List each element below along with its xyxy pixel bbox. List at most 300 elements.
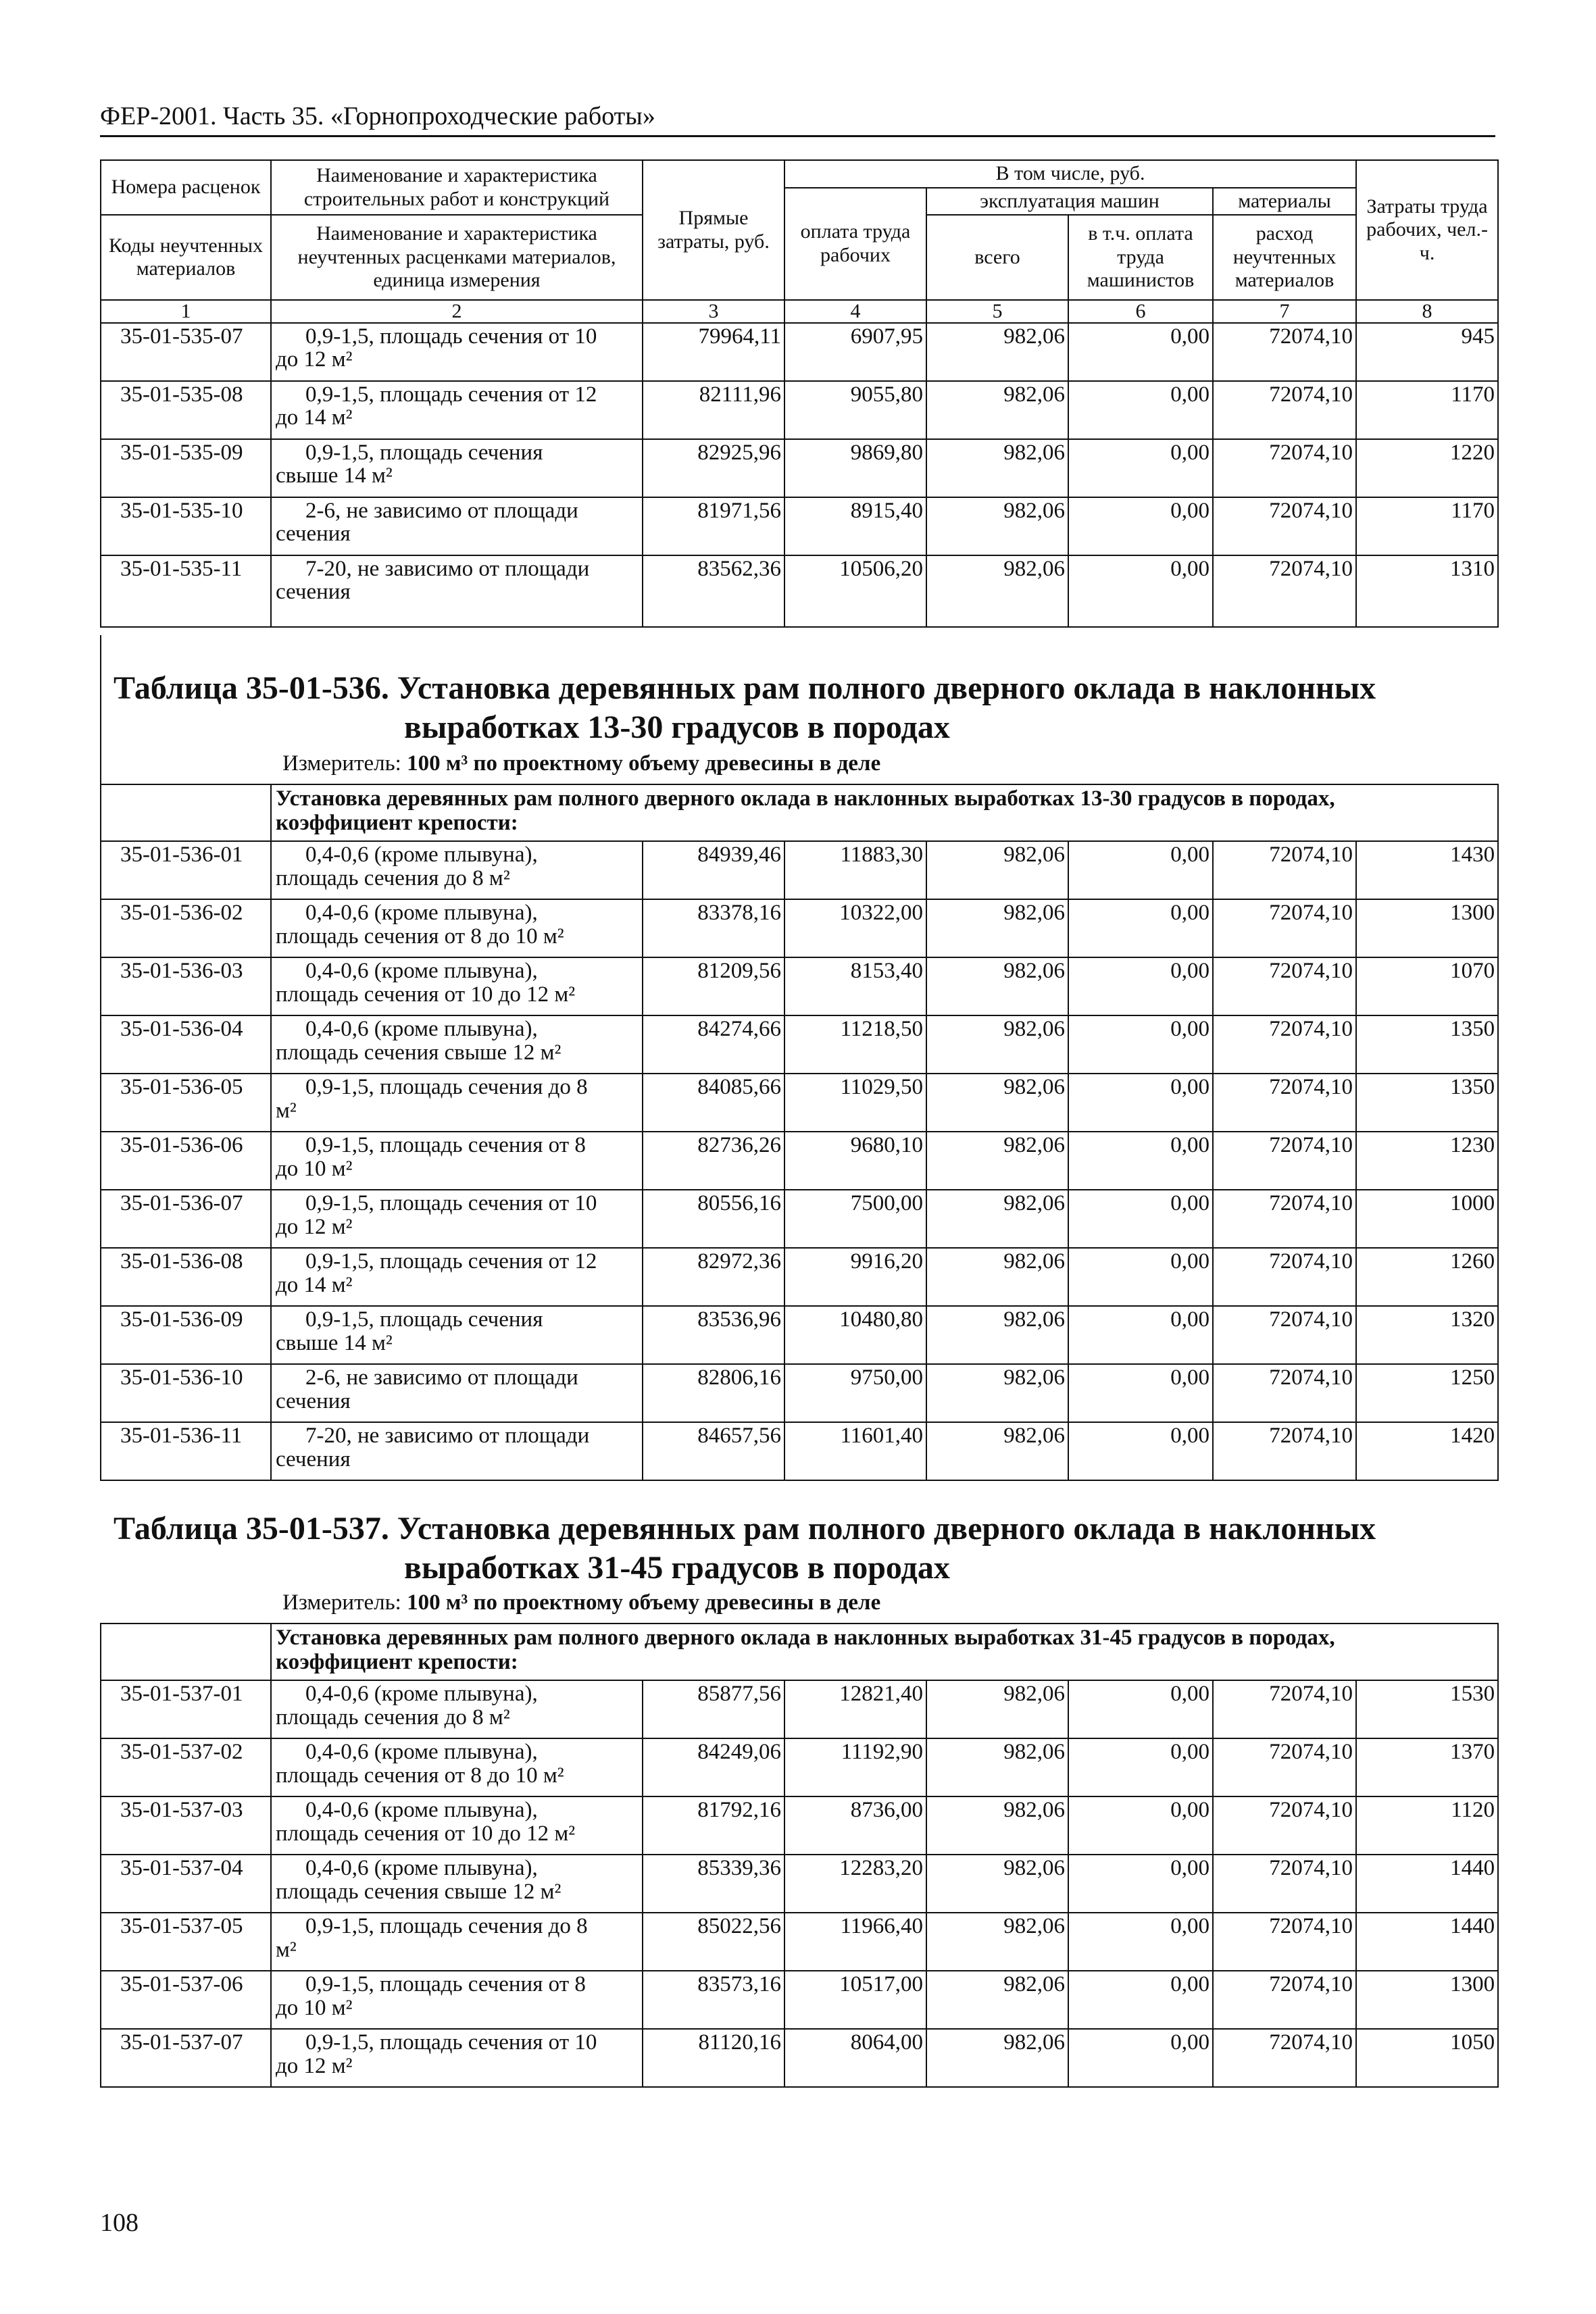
labor-hours: 1170 (1356, 497, 1498, 555)
direct-costs: 83562,36 (643, 555, 784, 627)
machinist-pay: 0,00 (1068, 1132, 1213, 1190)
table-row (101, 1015, 1498, 1074)
table-row (101, 1306, 1498, 1364)
work-description (271, 1422, 643, 1480)
work-description (271, 1364, 643, 1422)
work-description-line2: сечения (276, 522, 351, 547)
header-materials: материалы (1213, 188, 1356, 216)
measure-label: Измеритель: (282, 751, 401, 776)
direct-costs: 85339,36 (643, 1855, 784, 1913)
materials: 72074,10 (1213, 1015, 1356, 1074)
work-description-line2: сечения (276, 1388, 351, 1413)
machine-total: 982,06 (926, 1680, 1068, 1738)
table-row (101, 1796, 1498, 1855)
machinist-pay: 0,00 (1068, 555, 1213, 627)
machine-total: 982,06 (926, 1796, 1068, 1855)
column-number: 7 (1213, 300, 1356, 323)
work-description (271, 1796, 643, 1855)
work-description-line2: площадь сечения свыше 12 м² (276, 1879, 562, 1904)
labor-hours: 1000 (1356, 1190, 1498, 1248)
rate-code: 35-01-536-02 (101, 899, 271, 957)
materials: 72074,10 (1213, 1190, 1356, 1248)
header-rate-number: Номера расценок (101, 160, 271, 215)
direct-costs: 82111,96 (643, 381, 784, 439)
machinist-pay: 0,00 (1068, 899, 1213, 957)
labor-pay: 11029,50 (784, 1074, 926, 1132)
group-heading (271, 1624, 1498, 1680)
work-description-line2: м² (276, 1098, 297, 1123)
rate-code: 35-01-536-10 (101, 1364, 271, 1422)
work-description (271, 381, 643, 439)
labor-pay: 11883,30 (784, 841, 926, 899)
direct-costs: 84939,46 (643, 841, 784, 899)
machinist-pay: 0,00 (1068, 2029, 1213, 2087)
materials: 72074,10 (1213, 381, 1356, 439)
table-row (101, 555, 1498, 627)
labor-pay: 10480,80 (784, 1306, 926, 1364)
header-machine-total: всего (926, 215, 1068, 300)
group-code-cell (101, 1624, 271, 1680)
work-description-line2: до 12 м² (276, 1214, 353, 1239)
machine-total: 982,06 (926, 1422, 1068, 1480)
materials: 72074,10 (1213, 957, 1356, 1015)
materials: 72074,10 (1213, 1738, 1356, 1796)
group-code-cell (101, 784, 271, 841)
work-description-line2: площадь сечения свыше 12 м² (276, 1040, 562, 1065)
table-row (101, 1132, 1498, 1190)
materials: 72074,10 (1213, 899, 1356, 957)
direct-costs: 83573,16 (643, 1971, 784, 2029)
work-description-line1: 0,4-0,6 (кроме плывуна), (305, 1017, 538, 1041)
direct-costs: 82736,26 (643, 1132, 784, 1190)
work-description-line1: 0,9-1,5, площадь сечения от 8 (305, 1133, 586, 1157)
work-description-line2: до 14 м² (276, 1272, 353, 1297)
machinist-pay: 0,00 (1068, 497, 1213, 555)
machinist-pay: 0,00 (1068, 1855, 1213, 1913)
materials: 72074,10 (1213, 1074, 1356, 1132)
materials: 72074,10 (1213, 439, 1356, 497)
work-description-line2: до 14 м² (276, 405, 353, 430)
direct-costs: 79964,11 (643, 323, 784, 381)
labor-hours: 1350 (1356, 1015, 1498, 1074)
table-row (101, 1971, 1498, 2029)
direct-costs: 82972,36 (643, 1248, 784, 1306)
work-description-line2: площадь сечения от 10 до 12 м² (276, 1821, 576, 1846)
header-work-name: Наименование и характеристика строительных работ и конструкций (271, 160, 643, 215)
labor-hours: 1300 (1356, 899, 1498, 957)
work-description-line1: 0,4-0,6 (кроме плывуна), (305, 959, 538, 983)
machinist-pay: 0,00 (1068, 1074, 1213, 1132)
column-number: 6 (1068, 300, 1213, 323)
materials: 72074,10 (1213, 1248, 1356, 1306)
labor-pay: 12283,20 (784, 1855, 926, 1913)
header-direct-costs: Прямые затраты, руб. (643, 160, 784, 300)
machinist-pay: 0,00 (1068, 1422, 1213, 1480)
machinist-pay: 0,00 (1068, 1913, 1213, 1971)
direct-costs: 85877,56 (643, 1680, 784, 1738)
materials: 72074,10 (1213, 2029, 1356, 2087)
labor-hours: 1320 (1356, 1306, 1498, 1364)
work-description-line1: 0,4-0,6 (кроме плывуна), (305, 842, 538, 867)
rate-code: 35-01-536-06 (101, 1132, 271, 1190)
table-537-title-line2: выработках 31-45 градусов в породах (404, 1549, 950, 1586)
column-number: 3 (643, 300, 784, 323)
work-description (271, 1680, 643, 1738)
work-description (271, 1913, 643, 1971)
column-number: 1 (101, 300, 271, 323)
machine-total: 982,06 (926, 841, 1068, 899)
header-material-consumption: расход неучтенных материалов (1213, 215, 1356, 300)
materials: 72074,10 (1213, 1364, 1356, 1422)
labor-pay: 9750,00 (784, 1364, 926, 1422)
work-description-line1: 0,9-1,5, площадь сечения от 12 (305, 382, 597, 407)
labor-hours: 1420 (1356, 1422, 1498, 1480)
labor-hours: 1050 (1356, 2029, 1498, 2087)
direct-costs: 83536,96 (643, 1306, 784, 1364)
work-description (271, 497, 643, 555)
direct-costs: 80556,16 (643, 1190, 784, 1248)
labor-pay: 8064,00 (784, 2029, 926, 2087)
machine-total: 982,06 (926, 323, 1068, 381)
measure-value: 100 м³ по проектному объему древесины в деле (407, 751, 881, 776)
rate-code: 35-01-535-11 (101, 555, 271, 627)
group-heading (271, 784, 1498, 841)
machine-total: 982,06 (926, 497, 1068, 555)
table-536-title-line1: Таблица 35-01-536. Установка деревянных рам полного дверного оклада в наклонных (114, 670, 1376, 706)
table-537-measure (282, 1590, 880, 1615)
machinist-pay: 0,00 (1068, 1306, 1213, 1364)
labor-hours: 1300 (1356, 1971, 1498, 2029)
direct-costs: 82806,16 (643, 1364, 784, 1422)
rate-code: 35-01-537-02 (101, 1738, 271, 1796)
direct-costs: 81120,16 (643, 2029, 784, 2087)
table-row (101, 1422, 1498, 1480)
work-description-line2: сечения (276, 580, 351, 605)
machine-total: 982,06 (926, 2029, 1068, 2087)
table-row (101, 957, 1498, 1015)
labor-hours: 1250 (1356, 1364, 1498, 1422)
column-number: 2 (271, 300, 643, 323)
machine-total: 982,06 (926, 899, 1068, 957)
labor-hours: 1440 (1356, 1855, 1498, 1913)
materials: 72074,10 (1213, 1913, 1356, 1971)
labor-pay: 8153,40 (784, 957, 926, 1015)
materials: 72074,10 (1213, 323, 1356, 381)
labor-pay: 11601,40 (784, 1422, 926, 1480)
labor-hours: 1120 (1356, 1796, 1498, 1855)
materials: 72074,10 (1213, 1680, 1356, 1738)
labor-pay: 10517,00 (784, 1971, 926, 2029)
header-machine-operation: эксплуатация машин (926, 188, 1213, 216)
materials: 72074,10 (1213, 1306, 1356, 1364)
work-description-line1: 0,9-1,5, площадь сечения от 12 (305, 1249, 597, 1274)
machine-total: 982,06 (926, 1364, 1068, 1422)
labor-pay: 10506,20 (784, 555, 926, 627)
table-row (101, 439, 1498, 497)
table-536-measure (282, 751, 880, 776)
labor-hours: 1230 (1356, 1132, 1498, 1190)
labor-hours: 1440 (1356, 1913, 1498, 1971)
labor-hours: 1430 (1356, 841, 1498, 899)
rate-code: 35-01-535-08 (101, 381, 271, 439)
work-description-line1: 0,4-0,6 (кроме плывуна), (305, 901, 538, 925)
machinist-pay: 0,00 (1068, 957, 1213, 1015)
work-description (271, 1855, 643, 1913)
table-536-title (114, 669, 1376, 747)
labor-pay: 9916,20 (784, 1248, 926, 1306)
header-labor-pay: оплата труда рабочих (784, 188, 926, 301)
work-description-line1: 0,9-1,5, площадь сечения до 8 (305, 1914, 588, 1938)
rate-code: 35-01-536-01 (101, 841, 271, 899)
machine-total: 982,06 (926, 1074, 1068, 1132)
materials: 72074,10 (1213, 1855, 1356, 1913)
machinist-pay: 0,00 (1068, 381, 1213, 439)
work-description-line2: площадь сечения до 8 м² (276, 1705, 510, 1730)
machinist-pay: 0,00 (1068, 841, 1213, 899)
column-number: 4 (784, 300, 926, 323)
work-description-line1: 0,9-1,5, площадь сечения (305, 1307, 543, 1332)
labor-pay: 11966,40 (784, 1913, 926, 1971)
page-header: ФЕР-2001. Часть 35. «Горнопроходческие работы» (100, 102, 655, 130)
table-row (101, 1364, 1498, 1422)
machinist-pay: 0,00 (1068, 1738, 1213, 1796)
work-description-line1: 0,4-0,6 (кроме плывуна), (305, 1798, 538, 1822)
machine-total: 982,06 (926, 1132, 1068, 1190)
direct-costs: 81792,16 (643, 1796, 784, 1855)
machine-total: 982,06 (926, 1913, 1068, 1971)
measure-label: Измеритель: (282, 1590, 401, 1615)
table-row (101, 323, 1498, 381)
work-description (271, 1248, 643, 1306)
table-row (101, 1248, 1498, 1306)
table-537-title (114, 1509, 1376, 1587)
materials: 72074,10 (1213, 555, 1356, 627)
group-heading-line1: Установка деревянных рам полного дверного оклада в наклонных выработках 13-30 градусов в породах, (276, 786, 1335, 811)
machine-total: 982,06 (926, 1015, 1068, 1074)
work-description-line1: 0,9-1,5, площадь сечения от 10 (305, 1191, 597, 1215)
materials: 72074,10 (1213, 1132, 1356, 1190)
work-description-line1: 0,9-1,5, площадь сечения до 8 (305, 1075, 588, 1099)
direct-costs: 81209,56 (643, 957, 784, 1015)
work-description (271, 841, 643, 899)
rates-table-535 (100, 159, 1499, 628)
direct-costs: 84085,66 (643, 1074, 784, 1132)
labor-pay: 8736,00 (784, 1796, 926, 1855)
work-description-line1: 0,9-1,5, площадь сечения от 10 (305, 324, 597, 349)
machine-total: 982,06 (926, 439, 1068, 497)
labor-hours: 945 (1356, 323, 1498, 381)
machinist-pay: 0,00 (1068, 1971, 1213, 2029)
group-heading-line2: коэффициент крепости: (276, 1650, 518, 1675)
work-description-line2: площадь сечения до 8 м² (276, 865, 510, 890)
work-description (271, 1190, 643, 1248)
rate-code: 35-01-535-07 (101, 323, 271, 381)
work-description-line1: 7-20, не зависимо от площади (305, 1424, 590, 1448)
work-description-line2: до 12 м² (276, 347, 353, 372)
labor-pay: 10322,00 (784, 899, 926, 957)
rate-code: 35-01-536-05 (101, 1074, 271, 1132)
labor-hours: 1530 (1356, 1680, 1498, 1738)
measure-value: 100 м³ по проектному объему древесины в деле (407, 1590, 881, 1615)
direct-costs: 84249,06 (643, 1738, 784, 1796)
column-number: 5 (926, 300, 1068, 323)
work-description-line2: м² (276, 1937, 297, 1962)
labor-pay: 9680,10 (784, 1132, 926, 1190)
table-536-title-line2: выработках 13-30 градусов в породах (404, 709, 950, 745)
work-description (271, 439, 643, 497)
header-rule (100, 135, 1495, 137)
labor-pay: 9055,80 (784, 381, 926, 439)
header-labor-hours: Затраты труда рабочих, чел.-ч. (1356, 160, 1498, 300)
rate-code: 35-01-537-04 (101, 1855, 271, 1913)
rate-code: 35-01-535-09 (101, 439, 271, 497)
rate-code: 35-01-537-06 (101, 1971, 271, 2029)
rate-code: 35-01-535-10 (101, 497, 271, 555)
rate-code: 35-01-537-07 (101, 2029, 271, 2087)
work-description-line1: 0,4-0,6 (кроме плывуна), (305, 1740, 538, 1764)
materials: 72074,10 (1213, 1971, 1356, 2029)
machine-total: 982,06 (926, 957, 1068, 1015)
work-description (271, 1971, 643, 2029)
labor-pay: 6907,95 (784, 323, 926, 381)
table-row (101, 1680, 1498, 1738)
machinist-pay: 0,00 (1068, 1364, 1213, 1422)
work-description (271, 1132, 643, 1190)
materials: 72074,10 (1213, 841, 1356, 899)
page-number: 108 (100, 2209, 139, 2237)
labor-hours: 1220 (1356, 439, 1498, 497)
work-description-line2: свыше 14 м² (276, 463, 393, 488)
labor-hours: 1350 (1356, 1074, 1498, 1132)
work-description (271, 323, 643, 381)
work-description (271, 1306, 643, 1364)
work-description (271, 1015, 643, 1074)
group-heading-line1: Установка деревянных рам полного дверного оклада в наклонных выработках 31-45 градусов в породах, (276, 1626, 1335, 1650)
header-material-names: Наименование и характеристика неучтенных расценками материалов, единица измерения (271, 215, 643, 300)
machinist-pay: 0,00 (1068, 1190, 1213, 1248)
work-description-line2: до 10 м² (276, 1156, 353, 1181)
machine-total: 982,06 (926, 1306, 1068, 1364)
materials: 72074,10 (1213, 497, 1356, 555)
labor-pay: 11218,50 (784, 1015, 926, 1074)
column-number-row (101, 300, 1498, 323)
rates-table-536 (100, 784, 1499, 1481)
labor-pay: 12821,40 (784, 1680, 926, 1738)
materials: 72074,10 (1213, 1422, 1356, 1480)
table-row (101, 1190, 1498, 1248)
work-description-line2: до 12 м² (276, 2053, 353, 2078)
rate-code: 35-01-537-03 (101, 1796, 271, 1855)
machinist-pay: 0,00 (1068, 439, 1213, 497)
work-description-line2: свыше 14 м² (276, 1330, 393, 1355)
table-row (101, 841, 1498, 899)
labor-hours: 1310 (1356, 555, 1498, 627)
rate-code: 35-01-536-11 (101, 1422, 271, 1480)
direct-costs: 82925,96 (643, 439, 784, 497)
direct-costs: 83378,16 (643, 899, 784, 957)
labor-hours: 1370 (1356, 1738, 1498, 1796)
table-537-title-line1: Таблица 35-01-537. Установка деревянных рам полного дверного оклада в наклонных (114, 1511, 1376, 1546)
work-description-line2: сечения (276, 1447, 351, 1472)
machinist-pay: 0,00 (1068, 1015, 1213, 1074)
rate-code: 35-01-537-01 (101, 1680, 271, 1738)
rates-table-537 (100, 1623, 1499, 2088)
work-description-line1: 2-6, не зависимо от площади (305, 1365, 578, 1390)
work-description-line1: 7-20, не зависимо от площади (305, 556, 590, 581)
table-row (101, 381, 1498, 439)
materials: 72074,10 (1213, 1796, 1356, 1855)
rate-code: 35-01-536-04 (101, 1015, 271, 1074)
work-description-line1: 0,9-1,5, площадь сечения от 8 (305, 1972, 586, 1996)
direct-costs: 84274,66 (643, 1015, 784, 1074)
work-description (271, 899, 643, 957)
work-description-line1: 0,4-0,6 (кроме плывуна), (305, 1682, 538, 1706)
work-description (271, 957, 643, 1015)
rate-code: 35-01-536-07 (101, 1190, 271, 1248)
work-description (271, 2029, 643, 2087)
rate-code: 35-01-536-09 (101, 1306, 271, 1364)
machine-total: 982,06 (926, 381, 1068, 439)
work-description-line2: площадь сечения от 8 до 10 м² (276, 924, 564, 949)
work-description (271, 555, 643, 627)
machinist-pay: 0,00 (1068, 323, 1213, 381)
machine-total: 982,06 (926, 1738, 1068, 1796)
work-description-line2: площадь сечения от 8 до 10 м² (276, 1763, 564, 1788)
labor-pay: 9869,80 (784, 439, 926, 497)
machine-total: 982,06 (926, 555, 1068, 627)
table-row (101, 1913, 1498, 1971)
machinist-pay: 0,00 (1068, 1680, 1213, 1738)
table-row (101, 899, 1498, 957)
table-row (101, 1855, 1498, 1913)
work-description-line1: 0,9-1,5, площадь сечения от 10 (305, 2030, 597, 2055)
direct-costs: 85022,56 (643, 1913, 784, 1971)
machine-total: 982,06 (926, 1855, 1068, 1913)
work-description-line1: 2-6, не зависимо от площади (305, 498, 578, 523)
direct-costs: 81971,56 (643, 497, 784, 555)
work-description (271, 1074, 643, 1132)
header-machinist-pay: в т.ч. оплата труда машинистов (1068, 215, 1213, 300)
table-row (101, 1074, 1498, 1132)
rate-code: 35-01-536-08 (101, 1248, 271, 1306)
work-description-line1: 0,9-1,5, площадь сечения (305, 440, 543, 465)
group-heading-line2: коэффициент крепости: (276, 811, 518, 836)
table-row (101, 1738, 1498, 1796)
machinist-pay: 0,00 (1068, 1248, 1213, 1306)
table-row (101, 497, 1498, 555)
header-material-codes: Коды неучтенных материалов (101, 215, 271, 300)
direct-costs: 84657,56 (643, 1422, 784, 1480)
table-row (101, 2029, 1498, 2087)
labor-hours: 1170 (1356, 381, 1498, 439)
machine-total: 982,06 (926, 1971, 1068, 2029)
header-including: В том числе, руб. (784, 160, 1356, 188)
labor-pay: 7500,00 (784, 1190, 926, 1248)
labor-pay: 11192,90 (784, 1738, 926, 1796)
work-description-line2: площадь сечения от 10 до 12 м² (276, 982, 576, 1007)
work-description-line1: 0,4-0,6 (кроме плывуна), (305, 1856, 538, 1880)
machinist-pay: 0,00 (1068, 1796, 1213, 1855)
work-description-line2: до 10 м² (276, 1995, 353, 2020)
rate-code: 35-01-536-03 (101, 957, 271, 1015)
labor-hours: 1260 (1356, 1248, 1498, 1306)
labor-hours: 1070 (1356, 957, 1498, 1015)
machine-total: 982,06 (926, 1190, 1068, 1248)
labor-pay: 8915,40 (784, 497, 926, 555)
work-description (271, 1738, 643, 1796)
machine-total: 982,06 (926, 1248, 1068, 1306)
rate-code: 35-01-537-05 (101, 1913, 271, 1971)
